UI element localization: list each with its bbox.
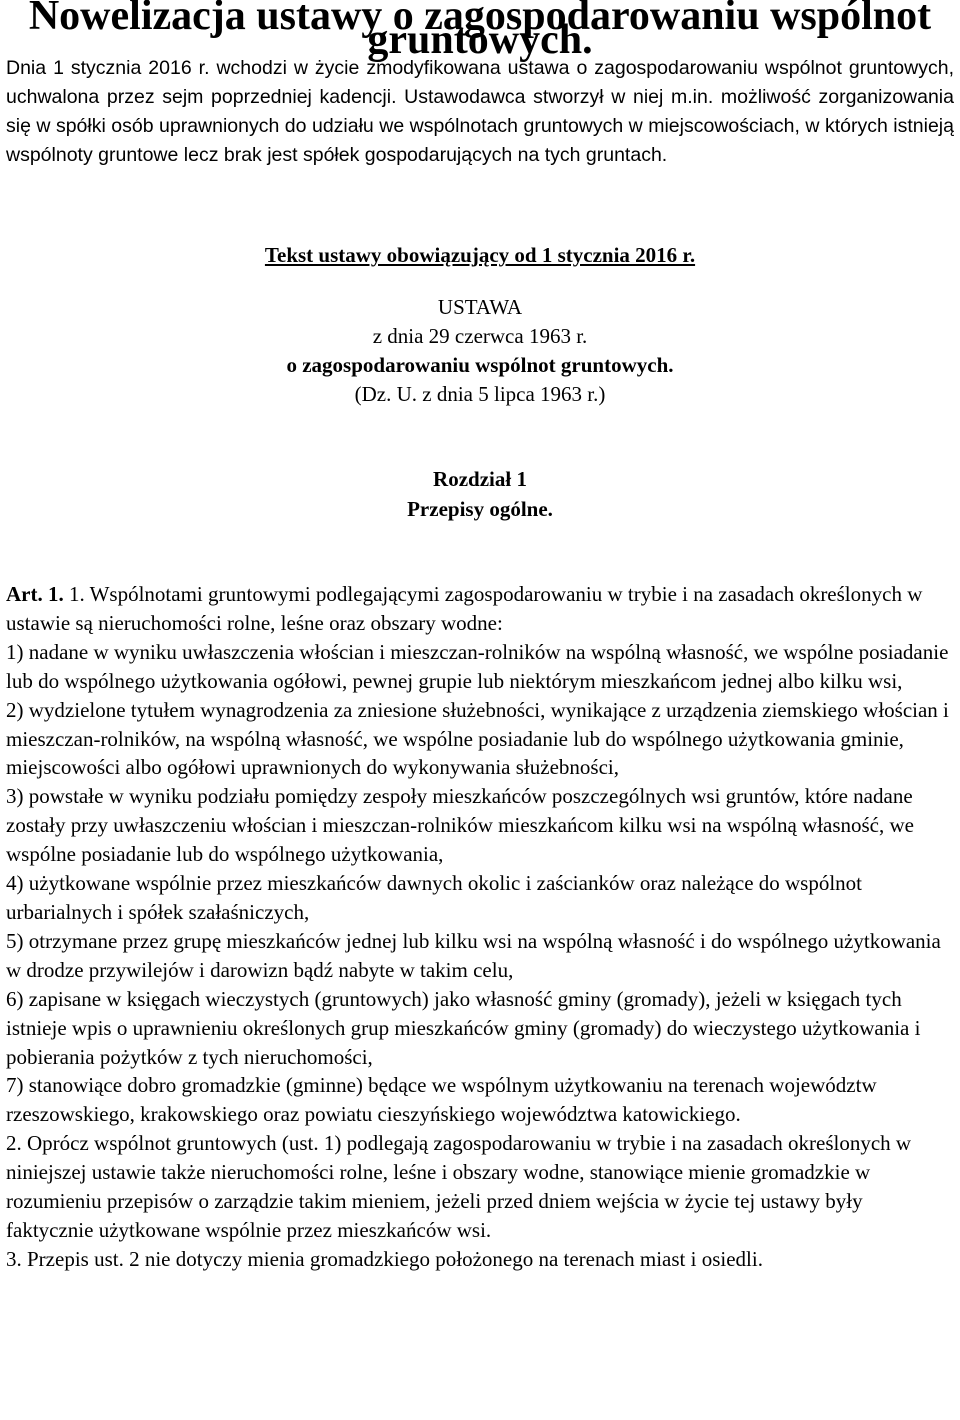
- list-item: 3) powstałe w wyniku podziału pomiędzy zespoły mieszkańców poszczególnych wsi gruntów, które nadane zostały przy uwłaszczeniu włościan i mieszczan-rolników mieszkańcom kilku wsi na wspólną własność, we wspólne posiadanie lub do wspólnego użytkowania,: [6, 784, 914, 867]
- article-1: [6, 580, 954, 1274]
- list-item: 7) stanowiące dobro gromadzkie (gminne) będące we wspólnym użytkowaniu na terenach województw rzeszowskiego, krakowskiego oraz powiatu cieszyńskiego województwa katowickiego.: [6, 1073, 877, 1127]
- chapter-title: Przepisy ogólne.: [407, 497, 553, 521]
- act-label: USTAWA: [437, 295, 523, 319]
- intro-text-part1: Dnia 1 stycznia 2016 r. wchodzi w życie zmodyfikowana ustawa o zagospodarowaniu wspólnot gruntowych, uchwalona przez sejm poprzedniej kadencji. Ustawodawca stworzył w niej m.in.: [6, 57, 954, 108]
- article-1-paragraph-1: [6, 580, 954, 638]
- intro-text-part2: możliwość zorganizowania się w spółki osób uprawnionych do udziału we wspólnotach gruntowych w miejscowościach, w których istnieją wspólnoty gruntowe lecz brak jest spółek gospodarujących na tych gruntach.: [6, 86, 954, 166]
- article-1-paragraph-1-text: 1. Wspólnotami gruntowymi podlegającymi zagospodarowaniu w trybie i na zasadach określonych w ustawie są nieruchomości rolne, leśne oraz obszary wodne:: [6, 582, 923, 635]
- list-item: 2) wydzielone tytułem wynagrodzenia za zniesione służebności, wynikające z urządzenia ziemskiego włościan i mieszczan-rolników, na wspólną własność, we wspólne posiadanie lub do wspólnego użytkowania gminie, miejscowości albo ogółowi uprawnionych do wykonywania służebności,: [6, 697, 949, 780]
- list-item: 5) otrzymane przez grupę mieszkańców jednej lub kilku wsi na wspólną własność i do wspólnego użytkowania w drodze przywilejów i darowizn bądź nabyte w takim celu,: [6, 928, 941, 982]
- article-1-paragraph-3: 3. Przepis ust. 2 nie dotyczy mienia gromadzkiego położonego na terenach miast i osiedli.: [6, 1246, 763, 1271]
- text-heading: Tekst ustawy obowiązujący od 1 stycznia 2016 r.: [264, 243, 696, 267]
- article-label: Art. 1.: [6, 582, 64, 606]
- intro-paragraph: [6, 54, 954, 170]
- act-journal: (Dz. U. z dnia 5 lipca 1963 r.): [354, 382, 606, 406]
- chapter-number: Rozdział 1: [433, 467, 527, 491]
- article-1-paragraph-2: 2. Oprócz wspólnot gruntowych (ust. 1) podlegają zagospodarowaniu w trybie i na zasadach określonych w niniejszej ustawie także nieruchomości rolne, leśne i obszary wodne, stanowiące mienie gromadzkie w rozumieniu przepisów o zarządzie takim mieniem, jeżeli przed dniem wejścia w życie tej ustawy były faktycznie użytkowane wspólnie przez mieszkańców wsi.: [6, 1131, 912, 1242]
- act-subject: o zagospodarowaniu wspólnot gruntowych.: [286, 353, 674, 377]
- list-item: 4) użytkowane wspólnie przez mieszkańców dawnych okolic i zaścianków oraz należące do wspólnot urbarialnych i spółek szałaśniczych,: [6, 871, 863, 924]
- act-date: z dnia 29 czerwca 1963 r.: [372, 324, 588, 348]
- list-item: 6) zapisane w księgach wieczystych (gruntowych) jako własność gminy (gromady), jeżeli w księgach tych istnieje wpis o uprawnieniu określonych grup mieszkańców gminy (gromady) do wieczystego użytkowania i pobierania pożytków z tych nieruchomości,: [6, 986, 921, 1069]
- list-item: 1) nadane w wyniku uwłaszczenia włościan i mieszczan-rolników na wspólną własność, we wspólne posiadanie lub do wspólnego użytkowania ogółowi, pewnej grupie lub niektórym mieszkańcom jednej albo kilku wsi,: [6, 639, 949, 693]
- document-title: Nowelizacja ustawy o zagospodarowaniu wspólnot gruntowych.: [28, 0, 932, 63]
